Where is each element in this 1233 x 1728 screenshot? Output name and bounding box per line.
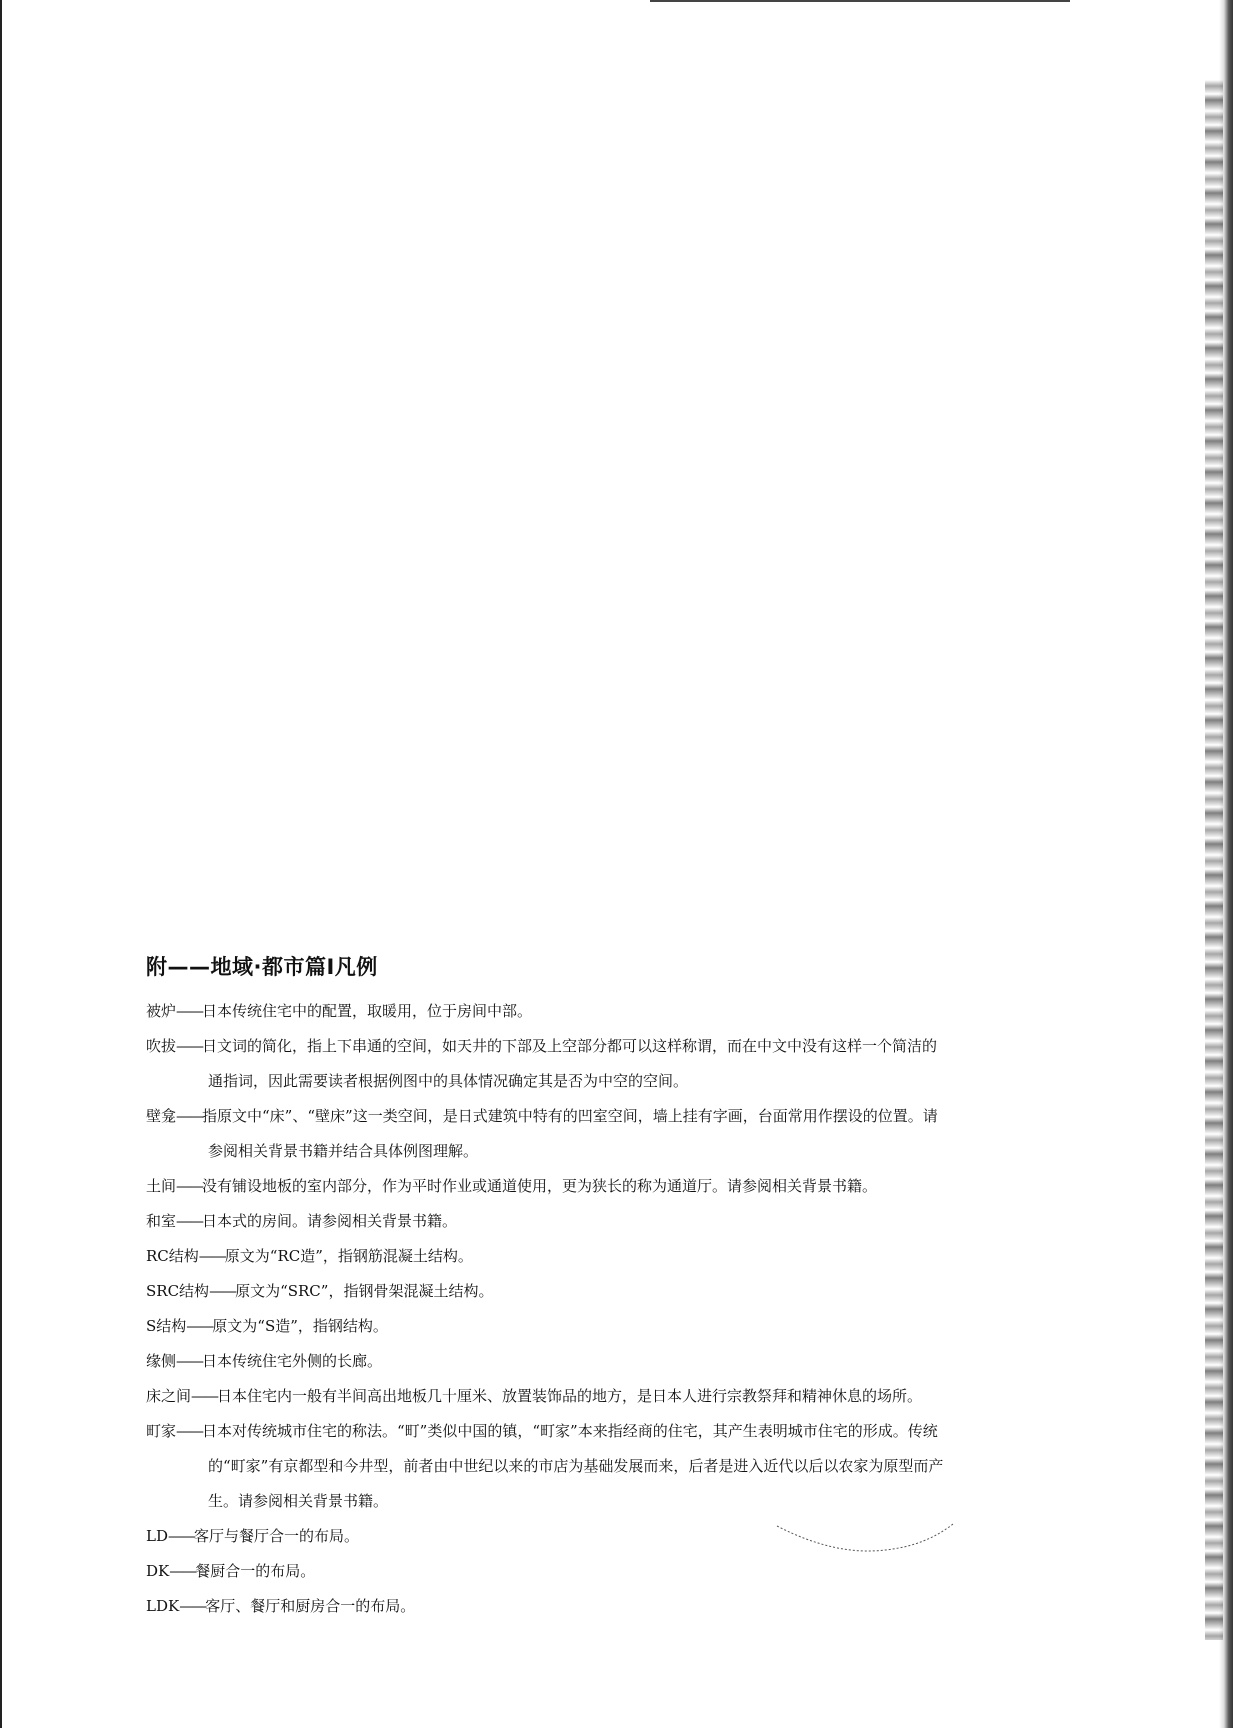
entry-term: DK xyxy=(146,1562,170,1580)
entry-separator: —— xyxy=(169,1562,196,1580)
entry-definition: 原文为“S造”，指钢结构。 xyxy=(212,1317,388,1335)
entry-separator: —— xyxy=(176,1037,203,1055)
entry-term: SRC结构 xyxy=(146,1282,210,1300)
entry-separator: —— xyxy=(179,1597,206,1615)
entry-definition: 日本传统住宅外侧的长廊。 xyxy=(202,1352,383,1370)
entry-term: 被炉 xyxy=(146,1002,177,1020)
legend-entry xyxy=(146,1169,946,1204)
entry-definition: 日本对传统城市住宅的称法。“町”类似中国的镇，“町家”本来指经商的住宅，其产生表明城市住宅的形成。传统的“町家”有京都型和今井型，前者由中世纪以来的市店为基础发展而来，后者是进入近代以后以农家为原型而产生。请参阅相关背景书籍。 xyxy=(202,1422,944,1510)
entry-definition: 原文为“RC造”，指钢筋混凝土结构。 xyxy=(224,1247,473,1265)
entry-separator: —— xyxy=(168,1527,194,1545)
entry-separator: —— xyxy=(209,1282,236,1300)
legend-entry xyxy=(146,1239,946,1274)
entry-definition: 客厅、餐厅和厨房合一的布局。 xyxy=(205,1597,416,1615)
legend-entry xyxy=(146,994,946,1029)
entry-separator: —— xyxy=(176,1177,203,1195)
entry-term: S结构 xyxy=(146,1317,187,1335)
entry-definition: 日本住宅内一般有半间高出地板几十厘米、放置装饰品的地方，是日本人进行宗教祭拜和精神休息的场所。 xyxy=(217,1387,923,1405)
legend-entry xyxy=(146,1274,946,1309)
entry-term: LDK xyxy=(146,1597,180,1615)
entry-definition: 日文词的简化，指上下串通的空间，如天井的下部及上空部分都可以这样称谓，而在中文中没有这样一个简洁的通指词，因此需要读者根据例图中的具体情况确定其是否为中空的空间。 xyxy=(202,1037,938,1090)
entry-definition: 客厅与餐厅合一的布局。 xyxy=(194,1527,360,1545)
entry-term: LD xyxy=(146,1527,168,1545)
page-top-edge xyxy=(650,0,1070,2)
section-title: 附——地域·都市篇Ⅰ凡例 xyxy=(146,955,378,979)
legend-entry xyxy=(146,1204,946,1239)
entry-term: 町家 xyxy=(146,1422,177,1440)
legend-entry xyxy=(146,1099,946,1169)
entry-definition: 没有铺设地板的室内部分，作为平时作业或通道使用，更为狭长的称为通道厅。请参阅相关背景书籍。 xyxy=(202,1177,878,1195)
entry-definition: 指原文中“床”、“壁床”这一类空间，是日式建筑中特有的凹室空间，墙上挂有字画，台面常用作摆设的位置。请参阅相关背景书籍并结合具体例图理解。 xyxy=(202,1107,938,1160)
entry-definition: 原文为“SRC”，指钢骨架混凝土结构。 xyxy=(235,1282,494,1300)
entry-separator: —— xyxy=(186,1317,213,1335)
entry-term: 床之间 xyxy=(146,1387,192,1405)
entry-definition: 日本传统住宅中的配置，取暖用，位于房间中部。 xyxy=(202,1002,533,1020)
legend-entry xyxy=(146,1379,946,1414)
entry-separator: —— xyxy=(191,1387,218,1405)
entry-separator: —— xyxy=(176,1212,203,1230)
legend-entry xyxy=(146,1414,946,1519)
entry-separator: —— xyxy=(176,1107,203,1125)
binding-noise xyxy=(1205,80,1223,1640)
entry-separator: —— xyxy=(176,1352,203,1370)
entry-term: 吹拔 xyxy=(146,1037,177,1055)
entry-term: 和室 xyxy=(146,1212,177,1230)
entry-definition: 日本式的房间。请参阅相关背景书籍。 xyxy=(202,1212,458,1230)
entry-term: 壁龛 xyxy=(146,1107,177,1125)
entry-separator: —— xyxy=(176,1422,203,1440)
entry-separator: —— xyxy=(176,1002,203,1020)
legend-entry xyxy=(146,1589,946,1624)
legend-entry xyxy=(146,1309,946,1344)
pencil-mark xyxy=(775,1520,955,1560)
legend-entry xyxy=(146,1029,946,1099)
entry-definition: 餐厨合一的布局。 xyxy=(195,1562,316,1580)
page-left-edge xyxy=(0,0,2,1728)
entry-term: RC结构 xyxy=(146,1247,199,1265)
legend-entry xyxy=(146,1344,946,1379)
entry-separator: —— xyxy=(198,1247,225,1265)
entry-term: 缘侧 xyxy=(146,1352,177,1370)
entry-term: 土间 xyxy=(146,1177,177,1195)
